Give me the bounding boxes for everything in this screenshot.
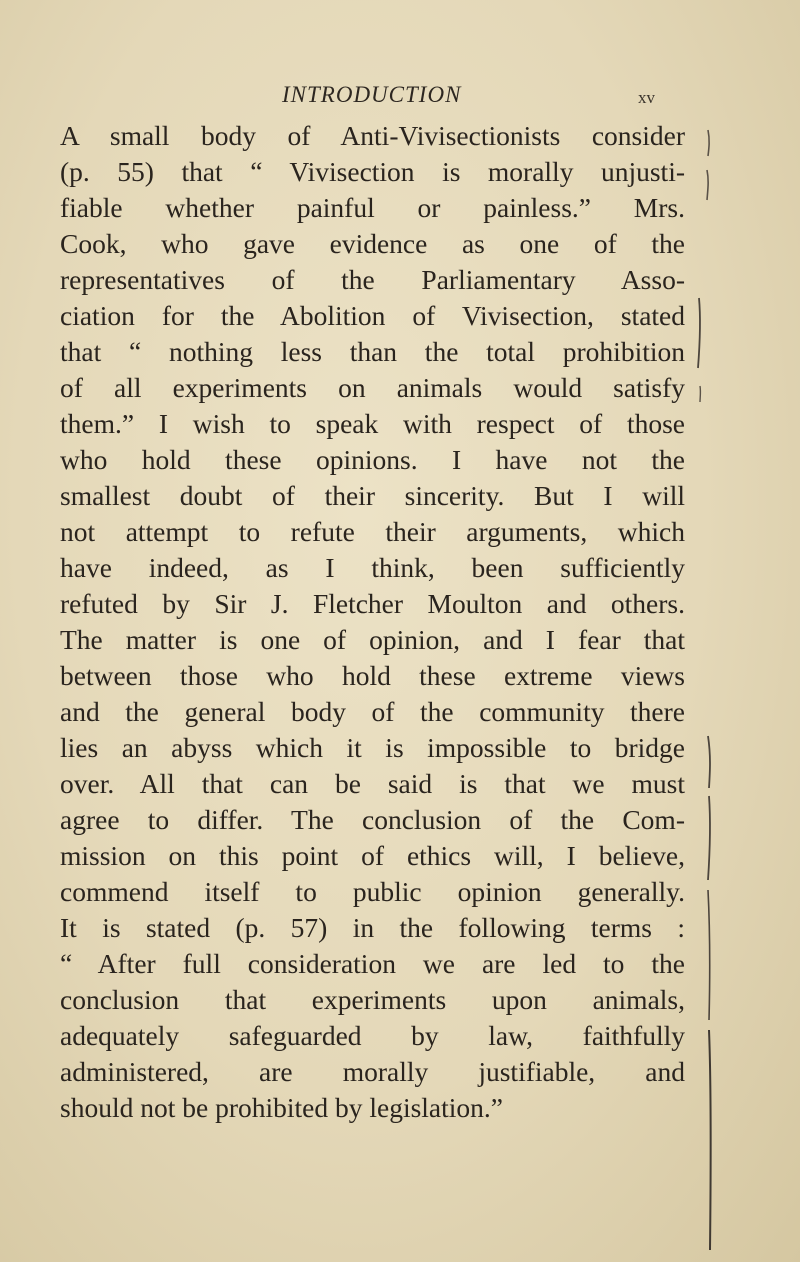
text-line: It is stated (p. 57) in the following terms : xyxy=(60,912,685,943)
running-head: INTRODUCTION xyxy=(282,82,462,107)
text-line: adequately safeguarded by law, faithfully xyxy=(60,1020,685,1051)
text-line: over. All that can be said is that we must xyxy=(60,768,685,799)
text-line: that “ nothing less than the total prohibition xyxy=(60,336,685,367)
pencil-mark xyxy=(708,736,710,788)
text-line: fiable whether painful or painless.” Mrs. xyxy=(60,192,685,223)
text-line: and the general body of the community there xyxy=(60,696,685,727)
text-line: refuted by Sir J. Fletcher Moulton and others. xyxy=(60,588,685,619)
text-line: Cook, who gave evidence as one of the xyxy=(60,228,685,259)
text-line: commend itself to public opinion generally. xyxy=(60,876,685,907)
text-line: who hold these opinions. I have not the xyxy=(60,444,685,475)
text-line: (p. 55) that “ Vivisection is morally unjusti- xyxy=(60,156,685,187)
text-line: of all experiments on animals would satisfy xyxy=(60,372,685,403)
text-line: ciation for the Abolition of Vivisection, stated xyxy=(60,300,685,331)
text-line: The matter is one of opinion, and I fear that xyxy=(60,624,685,655)
pencil-mark xyxy=(708,796,710,880)
text-line: conclusion that experiments upon animals, xyxy=(60,984,685,1015)
text-line: A small body of Anti-Vivisectionists consider xyxy=(60,120,685,151)
text-line: representatives of the Parliamentary Asso- xyxy=(60,264,685,295)
text-line: administered, are morally justifiable, and xyxy=(60,1056,685,1087)
page-number: xv xyxy=(638,88,655,107)
text-line: lies an abyss which it is impossible to bridge xyxy=(60,732,685,763)
text-line: them.” I wish to speak with respect of those xyxy=(60,408,685,439)
text-line: “ After full consideration we are led to the xyxy=(60,948,685,979)
text-line: mission on this point of ethics will, I believe, xyxy=(60,840,685,871)
text-line: between those who hold these extreme views xyxy=(60,660,685,691)
pencil-mark xyxy=(707,170,708,200)
text-line: not attempt to refute their arguments, which xyxy=(60,516,685,547)
text-line: agree to differ. The conclusion of the Com- xyxy=(60,804,685,835)
pencil-mark xyxy=(709,1030,711,1250)
pencil-mark xyxy=(708,130,709,156)
pencil-mark xyxy=(708,890,710,1020)
text-line: have indeed, as I think, been sufficiently xyxy=(60,552,685,583)
pencil-mark xyxy=(698,298,700,368)
page-header xyxy=(0,82,800,112)
margin-pencil-marks xyxy=(690,120,750,1262)
body-paragraph xyxy=(60,118,685,1126)
text-line: should not be prohibited by legislation.” xyxy=(60,1092,503,1123)
text-line: smallest doubt of their sincerity. But I will xyxy=(60,480,685,511)
